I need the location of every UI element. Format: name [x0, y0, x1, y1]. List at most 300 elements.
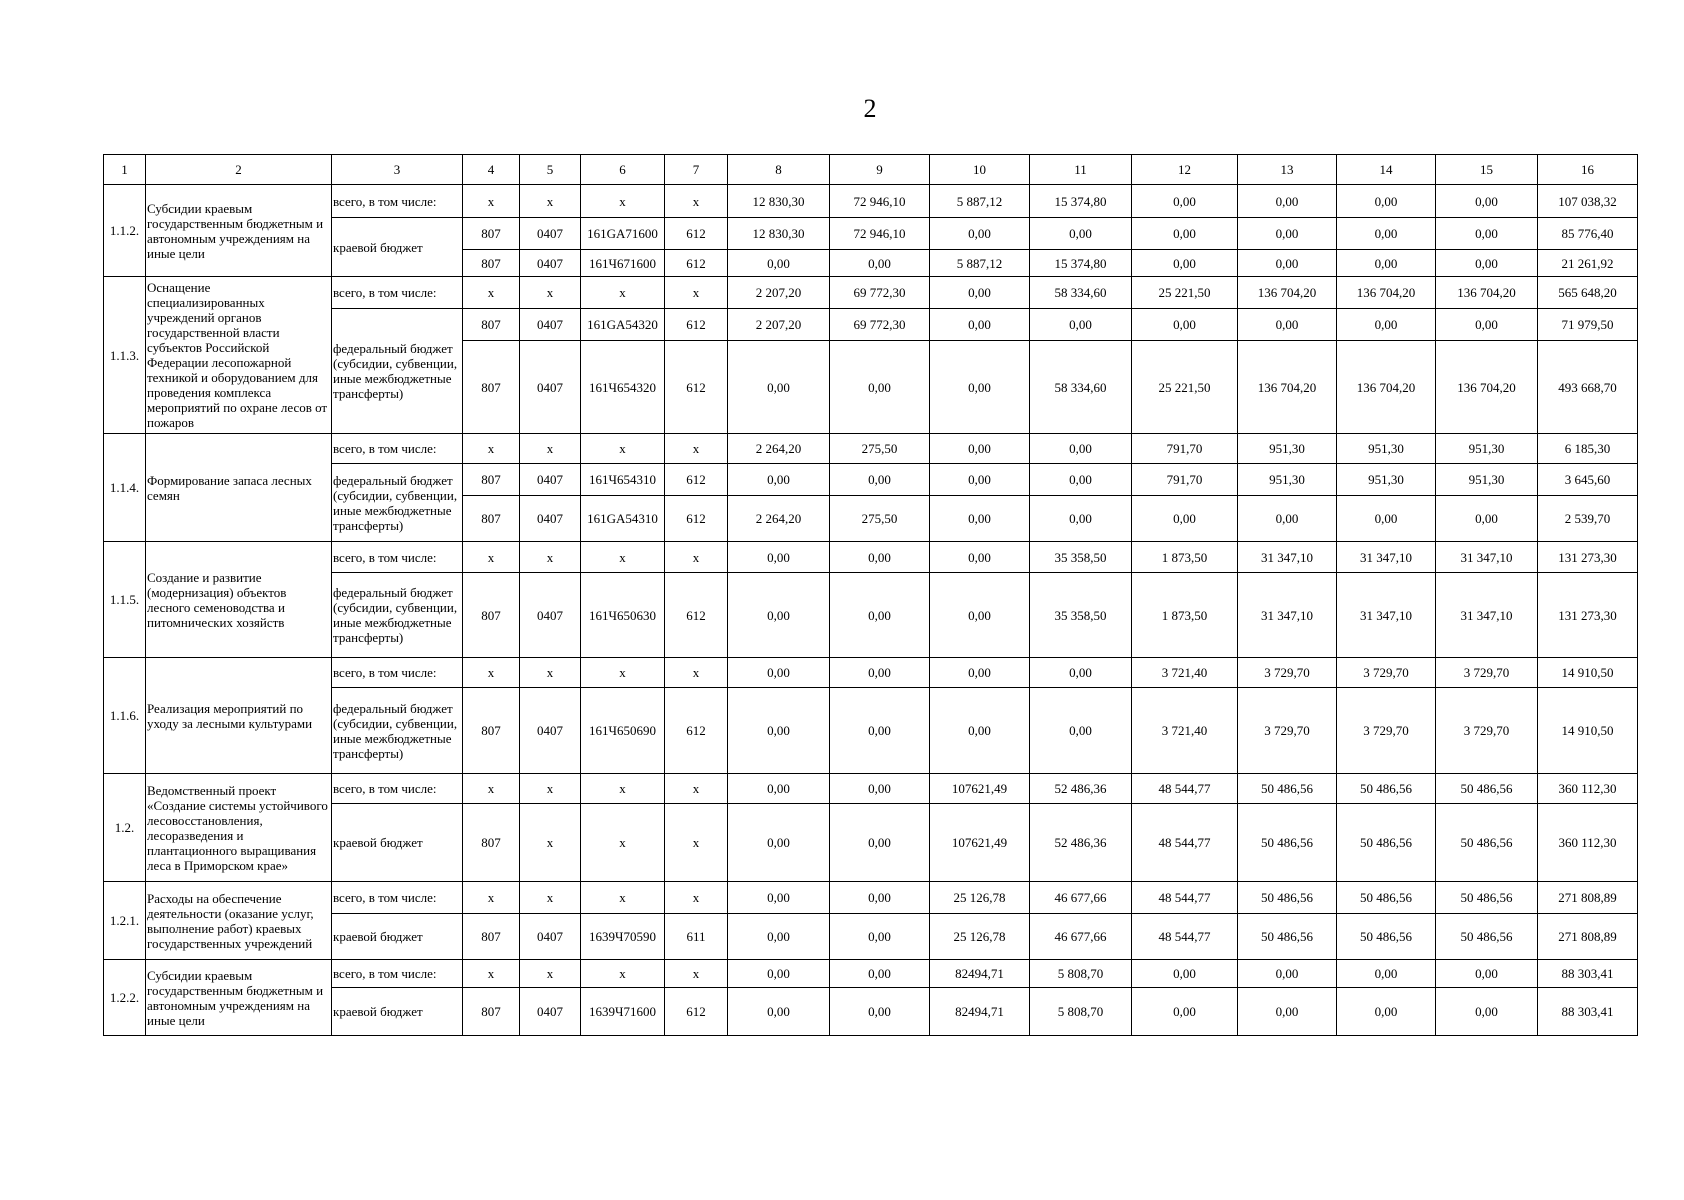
cell-grbs: x	[463, 542, 520, 573]
cell-section: x	[520, 804, 581, 882]
cell-amount: 50 486,56	[1337, 914, 1436, 960]
table-row	[104, 277, 1638, 309]
cell-expense-type: x	[665, 882, 728, 914]
cell-amount: 0,00	[1436, 218, 1538, 250]
cell-section: x	[520, 882, 581, 914]
cell-grbs: 807	[463, 250, 520, 277]
cell-target-code: x	[581, 960, 665, 988]
cell-expense-type: x	[665, 804, 728, 882]
item-name: Реализация мероприятий по уходу за лесными культурами	[146, 658, 332, 774]
cell-expense-type: x	[665, 542, 728, 573]
cell-expense-type: x	[665, 658, 728, 688]
cell-amount: 48 544,77	[1132, 804, 1238, 882]
cell-amount: 21 261,92	[1538, 250, 1638, 277]
cell-section: x	[520, 434, 581, 464]
col-header: 15	[1436, 155, 1538, 185]
cell-amount: 107621,49	[930, 774, 1030, 804]
col-header: 1	[104, 155, 146, 185]
cell-amount: 360 112,30	[1538, 774, 1638, 804]
cell-expense-type: 611	[665, 914, 728, 960]
cell-amount: 0,00	[1132, 988, 1238, 1036]
cell-amount: 69 772,30	[830, 309, 930, 341]
cell-expense-type: 612	[665, 496, 728, 542]
cell-target-code: 1639Ч71600	[581, 988, 665, 1036]
cell-amount: 31 347,10	[1436, 573, 1538, 658]
cell-amount: 0,00	[930, 542, 1030, 573]
cell-amount: 15 374,80	[1030, 185, 1132, 218]
cell-amount: 136 704,20	[1436, 341, 1538, 434]
cell-expense-type: 612	[665, 250, 728, 277]
cell-amount: 0,00	[930, 309, 1030, 341]
cell-expense-type: 612	[665, 464, 728, 496]
cell-amount: 0,00	[930, 688, 1030, 774]
funding-source: федеральный бюджет (субсидии, субвенции, иные межбюджетные трансферты)	[332, 573, 463, 658]
col-header: 6	[581, 155, 665, 185]
table-row	[104, 434, 1638, 464]
cell-amount: 72 946,10	[830, 185, 930, 218]
cell-grbs: x	[463, 185, 520, 218]
cell-amount: 2 264,20	[728, 434, 830, 464]
cell-amount: 5 808,70	[1030, 960, 1132, 988]
cell-amount: 3 729,70	[1238, 658, 1337, 688]
cell-target-code: 161Ч650690	[581, 688, 665, 774]
cell-section: 0407	[520, 914, 581, 960]
cell-section: x	[520, 185, 581, 218]
cell-grbs: x	[463, 658, 520, 688]
cell-section: x	[520, 658, 581, 688]
cell-amount: 0,00	[728, 882, 830, 914]
cell-amount: 107 038,32	[1538, 185, 1638, 218]
table-row	[104, 804, 1638, 882]
cell-amount: 0,00	[1436, 309, 1538, 341]
cell-grbs: x	[463, 277, 520, 309]
cell-amount: 0,00	[1030, 658, 1132, 688]
funding-source: всего, в том числе:	[332, 960, 463, 988]
cell-target-code: 161Ч654310	[581, 464, 665, 496]
cell-amount: 0,00	[1436, 960, 1538, 988]
cell-grbs: x	[463, 434, 520, 464]
cell-amount: 50 486,56	[1337, 882, 1436, 914]
cell-expense-type: x	[665, 434, 728, 464]
cell-amount: 1 873,50	[1132, 542, 1238, 573]
cell-amount: 0,00	[1238, 250, 1337, 277]
cell-amount: 0,00	[830, 658, 930, 688]
item-number: 1.2.1.	[104, 882, 146, 960]
cell-amount: 3 721,40	[1132, 688, 1238, 774]
cell-amount: 48 544,77	[1132, 774, 1238, 804]
table-row	[104, 185, 1638, 218]
cell-amount: 0,00	[930, 341, 1030, 434]
cell-amount: 0,00	[1337, 988, 1436, 1036]
cell-amount: 951,30	[1238, 464, 1337, 496]
cell-section: 0407	[520, 464, 581, 496]
cell-amount: 0,00	[830, 250, 930, 277]
cell-amount: 0,00	[830, 542, 930, 573]
cell-target-code: 1639Ч70590	[581, 914, 665, 960]
cell-amount: 951,30	[1436, 464, 1538, 496]
cell-grbs: 807	[463, 688, 520, 774]
cell-amount: 791,70	[1132, 434, 1238, 464]
cell-amount: 31 347,10	[1337, 542, 1436, 573]
cell-amount: 136 704,20	[1337, 341, 1436, 434]
cell-amount: 0,00	[728, 658, 830, 688]
cell-section: 0407	[520, 496, 581, 542]
table-row	[104, 658, 1638, 688]
item-number: 1.1.3.	[104, 277, 146, 434]
table-row	[104, 960, 1638, 988]
cell-amount: 0,00	[1132, 185, 1238, 218]
cell-amount: 1 873,50	[1132, 573, 1238, 658]
cell-amount: 951,30	[1238, 434, 1337, 464]
funding-source: всего, в том числе:	[332, 882, 463, 914]
cell-amount: 0,00	[1132, 960, 1238, 988]
table-row	[104, 914, 1638, 960]
funding-source: всего, в том числе:	[332, 434, 463, 464]
cell-amount: 82494,71	[930, 988, 1030, 1036]
cell-amount: 5 808,70	[1030, 988, 1132, 1036]
cell-amount: 48 544,77	[1132, 882, 1238, 914]
cell-amount: 0,00	[930, 658, 1030, 688]
cell-expense-type: x	[665, 185, 728, 218]
cell-grbs: x	[463, 960, 520, 988]
funding-source: краевой бюджет	[332, 914, 463, 960]
cell-amount: 0,00	[728, 573, 830, 658]
cell-amount: 0,00	[1337, 309, 1436, 341]
cell-amount: 71 979,50	[1538, 309, 1638, 341]
cell-amount: 271 808,89	[1538, 914, 1638, 960]
cell-amount: 6 185,30	[1538, 434, 1638, 464]
cell-amount: 0,00	[728, 464, 830, 496]
funding-source: краевой бюджет	[332, 218, 463, 277]
cell-target-code: x	[581, 774, 665, 804]
cell-section: x	[520, 774, 581, 804]
cell-amount: 46 677,66	[1030, 882, 1132, 914]
cell-expense-type: 612	[665, 688, 728, 774]
cell-amount: 0,00	[1132, 250, 1238, 277]
cell-amount: 35 358,50	[1030, 542, 1132, 573]
cell-amount: 0,00	[830, 688, 930, 774]
item-name: Создание и развитие (модернизация) объектов лесного семеноводства и питомнических хозяйств	[146, 542, 332, 658]
cell-amount: 0,00	[728, 250, 830, 277]
cell-amount: 0,00	[1337, 496, 1436, 542]
table-row	[104, 464, 1638, 496]
cell-amount: 0,00	[830, 573, 930, 658]
cell-amount: 0,00	[728, 774, 830, 804]
cell-amount: 0,00	[1132, 496, 1238, 542]
cell-target-code: 161GA54310	[581, 496, 665, 542]
cell-grbs: 807	[463, 309, 520, 341]
cell-amount: 0,00	[1030, 434, 1132, 464]
cell-amount: 131 273,30	[1538, 542, 1638, 573]
cell-amount: 791,70	[1132, 464, 1238, 496]
cell-amount: 48 544,77	[1132, 914, 1238, 960]
cell-target-code: x	[581, 658, 665, 688]
item-number: 1.1.4.	[104, 434, 146, 542]
cell-grbs: 807	[463, 573, 520, 658]
cell-amount: 3 729,70	[1337, 688, 1436, 774]
cell-amount: 3 729,70	[1436, 658, 1538, 688]
cell-amount: 2 207,20	[728, 277, 830, 309]
col-header: 16	[1538, 155, 1638, 185]
cell-amount: 136 704,20	[1436, 277, 1538, 309]
table-row	[104, 882, 1638, 914]
cell-amount: 0,00	[930, 434, 1030, 464]
cell-amount: 0,00	[830, 341, 930, 434]
cell-expense-type: 612	[665, 218, 728, 250]
cell-amount: 58 334,60	[1030, 341, 1132, 434]
funding-source: всего, в том числе:	[332, 542, 463, 573]
funding-source: федеральный бюджет (субсидии, субвенции, иные межбюджетные трансферты)	[332, 464, 463, 542]
table-row	[104, 309, 1638, 341]
table-row	[104, 988, 1638, 1036]
cell-amount: 0,00	[1238, 309, 1337, 341]
cell-amount: 951,30	[1436, 434, 1538, 464]
col-header: 13	[1238, 155, 1337, 185]
col-header: 11	[1030, 155, 1132, 185]
cell-amount: 0,00	[830, 882, 930, 914]
cell-amount: 0,00	[830, 960, 930, 988]
item-name: Ведомственный проект «Создание системы устойчивого лесовосстановления, лесоразведения и плантационного выращивания леса в Приморском крае»	[146, 774, 332, 882]
cell-amount: 0,00	[830, 774, 930, 804]
cell-amount: 25 221,50	[1132, 341, 1238, 434]
cell-amount: 0,00	[930, 573, 1030, 658]
cell-amount: 0,00	[1132, 309, 1238, 341]
col-header: 8	[728, 155, 830, 185]
cell-amount: 0,00	[1337, 185, 1436, 218]
cell-amount: 3 729,70	[1337, 658, 1436, 688]
cell-grbs: 807	[463, 341, 520, 434]
cell-amount: 0,00	[1436, 988, 1538, 1036]
cell-section: 0407	[520, 573, 581, 658]
cell-amount: 58 334,60	[1030, 277, 1132, 309]
cell-amount: 46 677,66	[1030, 914, 1132, 960]
cell-amount: 31 347,10	[1238, 542, 1337, 573]
cell-amount: 50 486,56	[1337, 774, 1436, 804]
cell-amount: 69 772,30	[830, 277, 930, 309]
cell-section: 0407	[520, 341, 581, 434]
col-header: 2	[146, 155, 332, 185]
cell-amount: 50 486,56	[1436, 804, 1538, 882]
header-row	[104, 155, 1638, 185]
cell-amount: 0,00	[1337, 218, 1436, 250]
cell-expense-type: x	[665, 277, 728, 309]
item-number: 1.2.2.	[104, 960, 146, 1036]
cell-amount: 0,00	[830, 804, 930, 882]
cell-amount: 0,00	[1030, 496, 1132, 542]
cell-target-code: x	[581, 882, 665, 914]
cell-target-code: 161Ч654320	[581, 341, 665, 434]
cell-amount: 2 539,70	[1538, 496, 1638, 542]
cell-amount: 3 645,60	[1538, 464, 1638, 496]
col-header: 9	[830, 155, 930, 185]
cell-amount: 3 721,40	[1132, 658, 1238, 688]
cell-amount: 275,50	[830, 434, 930, 464]
item-name: Оснащение специализированных учреждений органов государственной власти субъектов Российской Федерации лесопожарной техникой и оборудованием для проведения комплекса мероприятий по охране лесов от пожаров	[146, 277, 332, 434]
item-name: Субсидии краевым государственным бюджетным и автономным учреждениям на иные цели	[146, 185, 332, 277]
cell-amount: 131 273,30	[1538, 573, 1638, 658]
cell-amount: 0,00	[728, 542, 830, 573]
cell-amount: 0,00	[1238, 218, 1337, 250]
cell-amount: 136 704,20	[1238, 341, 1337, 434]
cell-amount: 0,00	[830, 464, 930, 496]
cell-amount: 14 910,50	[1538, 658, 1638, 688]
col-header: 14	[1337, 155, 1436, 185]
cell-amount: 3 729,70	[1436, 688, 1538, 774]
cell-section: 0407	[520, 218, 581, 250]
table-row	[104, 774, 1638, 804]
cell-amount: 0,00	[1030, 464, 1132, 496]
cell-amount: 0,00	[1436, 250, 1538, 277]
cell-amount: 0,00	[1238, 496, 1337, 542]
item-number: 1.1.6.	[104, 658, 146, 774]
cell-amount: 82494,71	[930, 960, 1030, 988]
col-header: 10	[930, 155, 1030, 185]
cell-amount: 2 264,20	[728, 496, 830, 542]
item-name: Субсидии краевым государственным бюджетным и автономным учреждениям на иные цели	[146, 960, 332, 1036]
cell-amount: 0,00	[1030, 218, 1132, 250]
cell-amount: 0,00	[1436, 185, 1538, 218]
cell-amount: 0,00	[728, 988, 830, 1036]
cell-amount: 5 887,12	[930, 250, 1030, 277]
cell-amount: 360 112,30	[1538, 804, 1638, 882]
cell-grbs: 807	[463, 988, 520, 1036]
cell-section: x	[520, 277, 581, 309]
cell-amount: 85 776,40	[1538, 218, 1638, 250]
cell-amount: 0,00	[930, 496, 1030, 542]
cell-amount: 565 648,20	[1538, 277, 1638, 309]
cell-amount: 12 830,30	[728, 218, 830, 250]
cell-amount: 50 486,56	[1436, 774, 1538, 804]
cell-amount: 0,00	[930, 464, 1030, 496]
cell-amount: 0,00	[1337, 250, 1436, 277]
cell-amount: 0,00	[1238, 988, 1337, 1036]
cell-target-code: x	[581, 277, 665, 309]
cell-amount: 25 126,78	[930, 914, 1030, 960]
cell-section: 0407	[520, 988, 581, 1036]
cell-amount: 88 303,41	[1538, 988, 1638, 1036]
cell-amount: 52 486,36	[1030, 804, 1132, 882]
cell-amount: 493 668,70	[1538, 341, 1638, 434]
cell-amount: 271 808,89	[1538, 882, 1638, 914]
cell-amount: 0,00	[728, 688, 830, 774]
cell-grbs: 807	[463, 464, 520, 496]
item-number: 1.1.2.	[104, 185, 146, 277]
funding-source: федеральный бюджет (субсидии, субвенции, иные межбюджетные трансферты)	[332, 309, 463, 434]
cell-grbs: 807	[463, 804, 520, 882]
cell-section: 0407	[520, 250, 581, 277]
cell-amount: 0,00	[1436, 496, 1538, 542]
funding-source: федеральный бюджет (субсидии, субвенции, иные межбюджетные трансферты)	[332, 688, 463, 774]
cell-amount: 136 704,20	[1337, 277, 1436, 309]
cell-amount: 0,00	[1337, 960, 1436, 988]
item-number: 1.2.	[104, 774, 146, 882]
item-number: 1.1.5.	[104, 542, 146, 658]
cell-grbs: 807	[463, 496, 520, 542]
cell-target-code: 161GA71600	[581, 218, 665, 250]
cell-amount: 0,00	[1238, 960, 1337, 988]
item-name: Формирование запаса лесных семян	[146, 434, 332, 542]
cell-expense-type: 612	[665, 988, 728, 1036]
col-header: 12	[1132, 155, 1238, 185]
table-row	[104, 573, 1638, 658]
funding-source: всего, в том числе:	[332, 658, 463, 688]
cell-target-code: x	[581, 434, 665, 464]
cell-amount: 951,30	[1337, 464, 1436, 496]
cell-target-code: x	[581, 804, 665, 882]
cell-amount: 14 910,50	[1538, 688, 1638, 774]
table-row	[104, 542, 1638, 573]
cell-target-code: x	[581, 542, 665, 573]
funding-source: краевой бюджет	[332, 988, 463, 1036]
table-row	[104, 218, 1638, 250]
cell-amount: 15 374,80	[1030, 250, 1132, 277]
cell-amount: 0,00	[830, 914, 930, 960]
budget-table	[103, 154, 1638, 1036]
cell-amount: 50 486,56	[1436, 882, 1538, 914]
cell-amount: 136 704,20	[1238, 277, 1337, 309]
item-name: Расходы на обеспечение деятельности (оказание услуг, выполнение работ) краевых государственных учреждений	[146, 882, 332, 960]
cell-amount: 0,00	[1030, 309, 1132, 341]
cell-target-code: 161GA54320	[581, 309, 665, 341]
col-header: 4	[463, 155, 520, 185]
cell-grbs: 807	[463, 914, 520, 960]
cell-expense-type: 612	[665, 341, 728, 434]
cell-amount: 0,00	[728, 914, 830, 960]
cell-amount: 951,30	[1337, 434, 1436, 464]
cell-amount: 25 126,78	[930, 882, 1030, 914]
cell-section: 0407	[520, 688, 581, 774]
cell-expense-type: 612	[665, 573, 728, 658]
cell-target-code: 161Ч671600	[581, 250, 665, 277]
cell-amount: 31 347,10	[1238, 573, 1337, 658]
col-header: 5	[520, 155, 581, 185]
funding-source: краевой бюджет	[332, 804, 463, 882]
cell-amount: 0,00	[728, 341, 830, 434]
cell-section: x	[520, 960, 581, 988]
cell-amount: 0,00	[930, 218, 1030, 250]
funding-source: всего, в том числе:	[332, 277, 463, 309]
cell-section: x	[520, 542, 581, 573]
cell-amount: 50 486,56	[1436, 914, 1538, 960]
cell-amount: 0,00	[1238, 185, 1337, 218]
cell-grbs: x	[463, 882, 520, 914]
cell-amount: 50 486,56	[1238, 774, 1337, 804]
table-row	[104, 688, 1638, 774]
cell-amount: 0,00	[1030, 688, 1132, 774]
cell-amount: 88 303,41	[1538, 960, 1638, 988]
cell-amount: 0,00	[930, 277, 1030, 309]
cell-section: 0407	[520, 309, 581, 341]
cell-amount: 72 946,10	[830, 218, 930, 250]
cell-grbs: 807	[463, 218, 520, 250]
cell-expense-type: x	[665, 774, 728, 804]
cell-amount: 2 207,20	[728, 309, 830, 341]
cell-amount: 35 358,50	[1030, 573, 1132, 658]
cell-amount: 0,00	[1132, 218, 1238, 250]
cell-amount: 275,50	[830, 496, 930, 542]
cell-amount: 52 486,36	[1030, 774, 1132, 804]
cell-amount: 3 729,70	[1238, 688, 1337, 774]
funding-source: всего, в том числе:	[332, 185, 463, 218]
cell-target-code: x	[581, 185, 665, 218]
cell-amount: 50 486,56	[1337, 804, 1436, 882]
cell-amount: 0,00	[728, 960, 830, 988]
funding-source: всего, в том числе:	[332, 774, 463, 804]
cell-amount: 0,00	[728, 804, 830, 882]
cell-amount: 31 347,10	[1436, 542, 1538, 573]
cell-amount: 12 830,30	[728, 185, 830, 218]
page-number: 2	[863, 94, 877, 123]
